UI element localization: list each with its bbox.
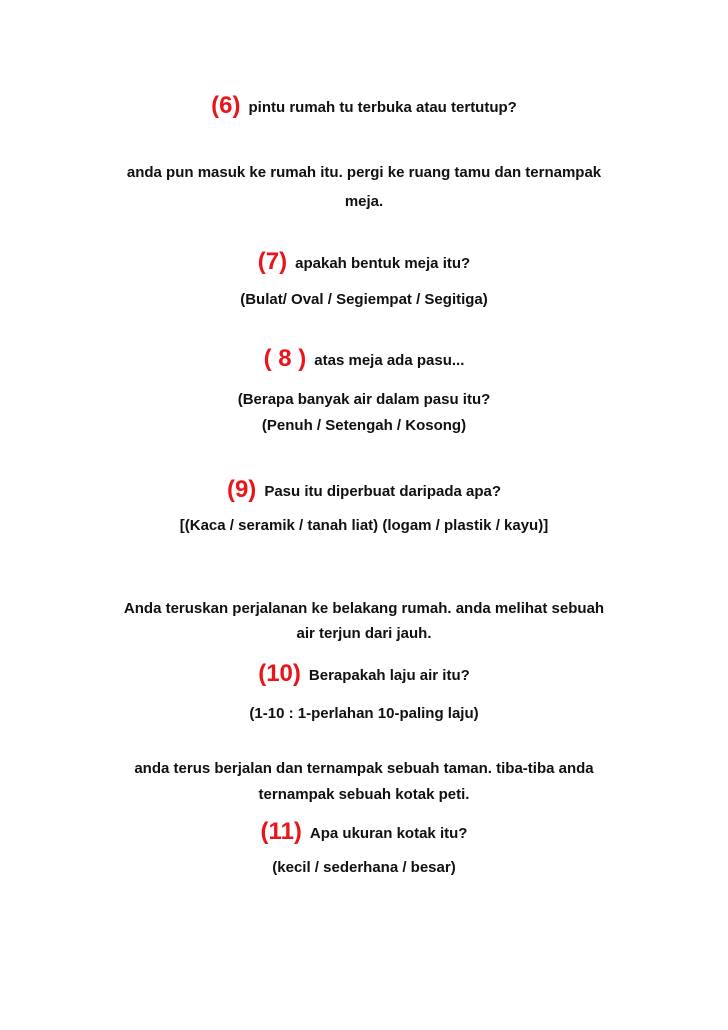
question-8-number: ( 8 ) bbox=[263, 345, 307, 372]
question-11-number: (11) bbox=[260, 818, 302, 845]
question-10-text: Berapakah laju air itu? bbox=[308, 667, 470, 684]
question-11-text: Apa ukuran kotak itu? bbox=[309, 825, 468, 842]
question-8-text: atas meja ada pasu... bbox=[314, 352, 465, 369]
question-10-options: (1-10 : 1-perlahan 10-paling laju) bbox=[249, 705, 479, 722]
question-7-number: (7) bbox=[257, 248, 288, 275]
question-9-options: [(Kaca / seramik / tanah liat) (logam / plastik / kayu)] bbox=[179, 517, 549, 534]
question-10-number: (10) bbox=[258, 660, 301, 687]
question-8-options: (Penuh / Setengah / Kosong) bbox=[261, 417, 467, 434]
question-11 bbox=[0, 818, 728, 845]
question-10 bbox=[0, 660, 728, 687]
question-6-text: pintu rumah tu terbuka atau tertutup? bbox=[248, 99, 517, 116]
paragraph-living-room-line-2: meja. bbox=[344, 193, 384, 210]
question-6-number: (6) bbox=[211, 92, 241, 119]
paragraph-living-room-line-1: anda pun masuk ke rumah itu. pergi ke ruang tamu dan ternampak bbox=[126, 164, 602, 181]
paragraph-waterfall-line-2: air terjun dari jauh. bbox=[296, 625, 432, 642]
question-8-subquestion: (Berapa banyak air dalam pasu itu? bbox=[237, 391, 491, 408]
question-9 bbox=[0, 476, 728, 503]
question-8 bbox=[0, 345, 728, 372]
question-9-number: (9) bbox=[226, 476, 257, 503]
question-11-options: (kecil / sederhana / besar) bbox=[272, 859, 456, 876]
question-7 bbox=[0, 248, 728, 275]
question-6 bbox=[0, 92, 728, 119]
question-9-text: Pasu itu diperbuat daripada apa? bbox=[264, 483, 502, 500]
question-7-options: (Bulat/ Oval / Segiempat / Segitiga) bbox=[240, 291, 488, 308]
paragraph-waterfall-line-1: Anda teruskan perjalanan ke belakang rumah. anda melihat sebuah bbox=[123, 600, 605, 617]
paragraph-garden-line-1: anda terus berjalan dan ternampak sebuah taman. tiba-tiba anda bbox=[134, 760, 594, 777]
paragraph-garden-line-2: ternampak sebuah kotak peti. bbox=[258, 786, 470, 803]
question-7-text: apakah bentuk meja itu? bbox=[295, 255, 471, 272]
